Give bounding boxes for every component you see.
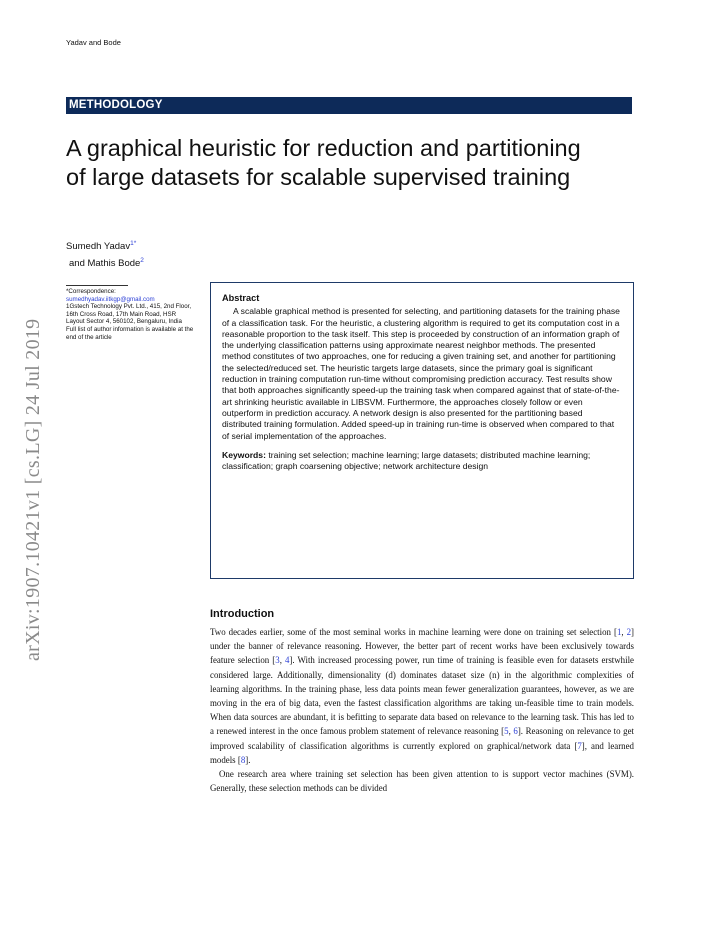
intro-text: ], and learned models [ [210, 740, 634, 765]
intro-paragraph-2: One research area where training set selection has been given attention to is support vector machines (SVM). Generally, these selection methods can be divided [210, 769, 634, 794]
author-1-affiliation-mark[interactable]: 1* [130, 240, 137, 247]
correspondence-label: *Correspondence: [66, 288, 116, 295]
intro-text: ]. With increased processing power, run time of training is feasible even for datasets erstwhile considered large. Additionally, dimensionality (d) dominates dataset size (n) in the algorithmic complexities of learning algorithms. In the training phase, less data points mean fewer generalization guarantees, however, as we are moving in the era of big data, even the fastest classification algorithms are taking un-feasible time to train models. When data sources are abundant, it is befitting to separate data based on relevance to the learning task. This has led to a renewed interest in the once famous problem statement of relevance reasoning [ [210, 655, 634, 737]
intro-paragraph-1 [210, 625, 634, 767]
citation-link[interactable]: 3 [275, 655, 280, 666]
intro-text: ] under the banner of relevance reasoning. However, the better part of recent works have been exclusively towards feature selection [ [210, 627, 634, 666]
citation-link[interactable]: 5 [504, 726, 509, 737]
intro-text: ]. [245, 754, 251, 765]
keywords-list: training set selection; machine learning; large datasets; distributed machine learning; classification; graph coarsening objective; network architecture design [222, 449, 591, 472]
citation-link[interactable]: 7 [577, 740, 582, 751]
keywords [222, 450, 622, 473]
author-2-name: and Mathis Bode [69, 258, 141, 270]
arxiv-identifier-stamp: arXiv:1907.10421v1 [cs.LG] 24 Jul 2019 [22, 318, 44, 661]
introduction-body [210, 625, 634, 795]
running-head: Yadav and Bode [66, 38, 121, 47]
intro-text: , [279, 655, 285, 666]
author-list [66, 237, 144, 271]
affiliation-text: 1Gstech Technology Pvt. Ltd., 415, 2nd Floor, 16th Cross Road, 17th Main Road, HSR Layout Sector 4, 560102, Bengaluru, India [66, 303, 192, 326]
abstract-body: A scalable graphical method is presented for selecting, and partitioning datasets for the training phase of a classification task. For the heuristic, a clustering algorithm is required to get its computation cost in a reasonable proportion to the task itself. This step is proceeded by construction of an information graph of the underlying classification patterns using approximate nearest neighbor methods. The presented method constitutes of two approaches, one for reducing a given training set, and another for partitioning the selected/reduced set. The heuristic targets large datasets, since the primary goal is significant reduction in training computation run-time without compromising prediction accuracy. Test results show that both approaches significantly speed-up the training task when compared against that of state-of-the-art shrinking heuristic available in LIBSVM. Furthermore, the approaches closely follow or even outperform in prediction accuracy. A network design is also presented for the partitioning based distributed training formulation. Added speed-up in training run-time is observed when compared to that of serial implementation of the approaches. [222, 306, 620, 441]
author-info-note: Full list of author information is available at the end of the article [66, 325, 194, 341]
correspondence-sidenote [66, 285, 196, 341]
citation-link[interactable]: 2 [626, 627, 632, 637]
keywords-label: Keywords: [222, 449, 266, 460]
intro-text: ]. Reasoning on relevance to get improved scalability of classification algorithms is currently explored on graphical/network data [ [210, 726, 635, 751]
introduction-heading: Introduction [210, 608, 275, 620]
author-2 [66, 254, 144, 271]
correspondence-email-link[interactable]: sumedhyadav.iitkgp@gmail.com [66, 295, 155, 303]
author-2-affiliation-mark[interactable]: 2 [140, 257, 144, 265]
citation-link[interactable]: 1 [616, 627, 622, 637]
citation-link[interactable]: 6 [513, 726, 518, 737]
intro-text: , [621, 627, 627, 637]
sidenote-rule [66, 285, 128, 286]
paper-title: A graphical heuristic for reduction and partitioning of large datasets for scalable supervised training [66, 135, 581, 190]
intro-text: , [508, 726, 514, 737]
author-1-name: Sumedh Yadav [66, 241, 131, 253]
citation-link[interactable]: 8 [240, 754, 246, 765]
abstract-box [210, 282, 634, 579]
abstract-heading: Abstract [222, 293, 260, 303]
citation-link[interactable]: 4 [284, 655, 290, 666]
intro-text: Two decades earlier, some of the most seminal works in machine learning were done on training set selection [ [210, 627, 617, 637]
author-1 [66, 237, 144, 254]
section-label-banner: METHODOLOGY [66, 97, 632, 114]
